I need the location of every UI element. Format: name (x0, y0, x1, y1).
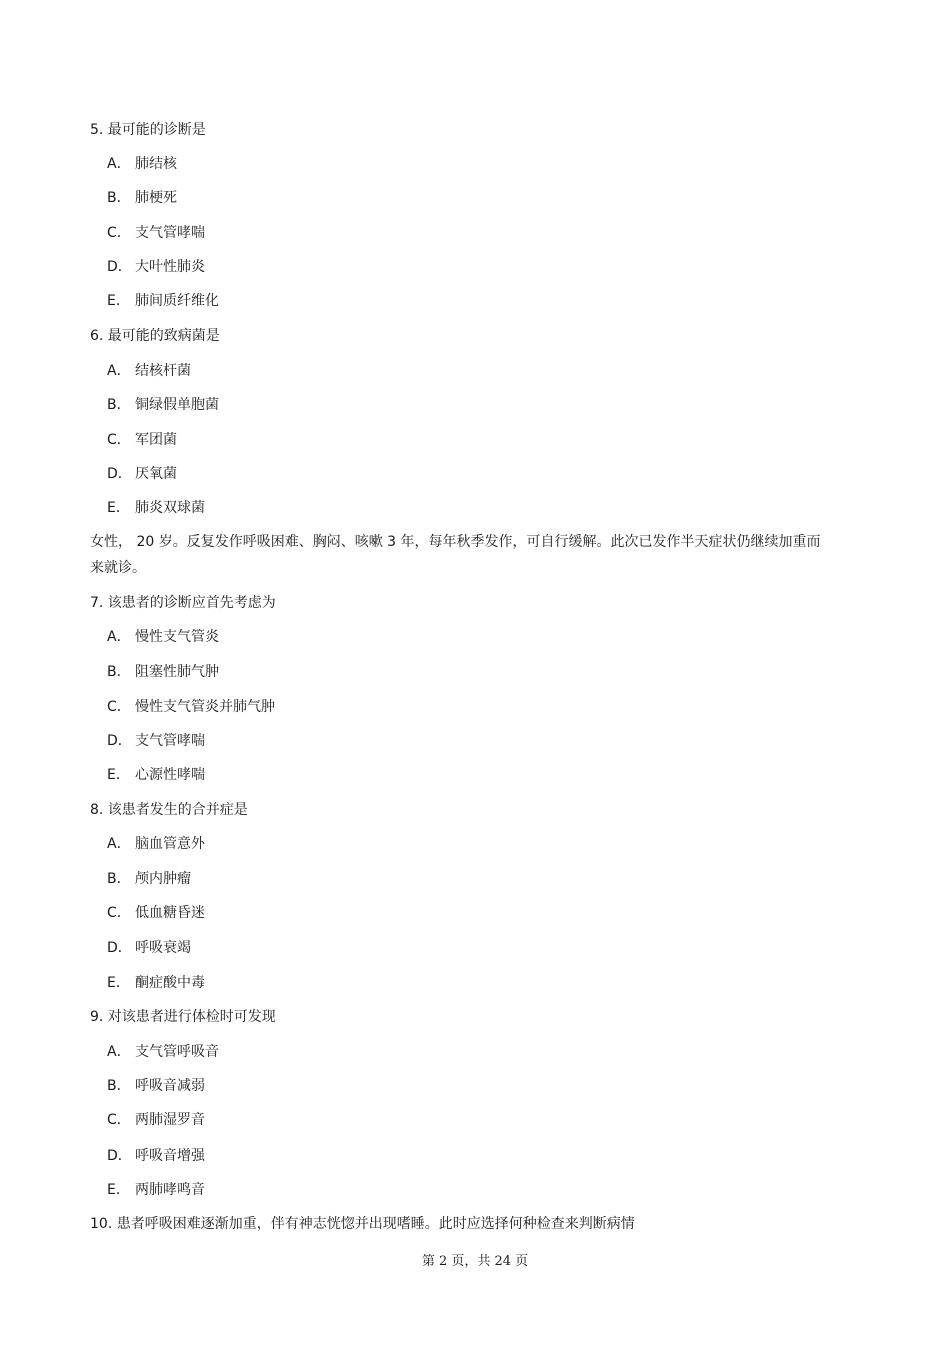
option-text: 结核杆菌 (135, 363, 191, 379)
option-letter: A． (107, 836, 131, 852)
option-letter: A． (107, 156, 131, 172)
option-letter: A． (107, 1044, 131, 1060)
case-stem: 女性， 20 岁。反复发作呼吸困难、胸闷、咳嗽 3 年，每年秋季发作，可自行缓解。此次已发作半天症状仍继续加重而来就诊。 (90, 534, 821, 576)
option-9c[interactable] (107, 1110, 205, 1130)
option-letter: A． (107, 363, 131, 379)
option-letter: B． (107, 664, 131, 680)
option-letter: E． (107, 1182, 130, 1198)
option-letter: C． (107, 699, 131, 715)
question-10-title: 10. 患者呼吸困难逐渐加重，伴有神志恍惚并出现嗜睡。此时应选择何种检查来判断病情 (90, 1216, 635, 1232)
option-letter: D． (107, 259, 132, 275)
option-letter: C． (107, 432, 131, 448)
option-7e[interactable] (107, 765, 205, 785)
option-7a[interactable] (107, 627, 219, 647)
question-5-title: 5. 最可能的诊断是 (90, 122, 206, 138)
option-6e[interactable] (107, 498, 205, 518)
option-text: 肺梗死 (135, 190, 177, 206)
option-letter: C． (107, 1112, 131, 1128)
option-9a[interactable] (107, 1042, 219, 1062)
option-letter: C． (107, 905, 131, 921)
option-text: 两肺哮鸣音 (135, 1182, 205, 1198)
option-text: 呼吸衰竭 (135, 940, 191, 956)
option-letter: D． (107, 1148, 132, 1164)
option-text: 肺间质纤维化 (135, 293, 219, 309)
option-text: 低血糖昏迷 (135, 905, 205, 921)
question-9-title: 9. 对该患者进行体检时可发现 (90, 1009, 276, 1025)
option-letter: A． (107, 629, 131, 645)
option-5a[interactable] (107, 154, 177, 174)
option-text: 两肺湿罗音 (135, 1112, 205, 1128)
option-text: 大叶性肺炎 (135, 259, 205, 275)
option-letter: D． (107, 733, 132, 749)
option-5b[interactable] (107, 188, 177, 208)
option-8d[interactable] (107, 938, 191, 958)
option-8c[interactable] (107, 903, 205, 923)
option-letter: B． (107, 397, 131, 413)
page-number-footer: 第 2 页，共 24 页 (421, 1254, 529, 1269)
option-6a[interactable] (107, 361, 191, 381)
option-letter: E． (107, 975, 130, 991)
question-6-title: 6. 最可能的致病菌是 (90, 328, 220, 344)
option-9b[interactable] (107, 1076, 205, 1096)
option-8b[interactable] (107, 869, 191, 889)
option-letter: E． (107, 293, 130, 309)
option-6d[interactable] (107, 464, 177, 484)
option-text: 肺炎双球菌 (135, 500, 205, 516)
option-text: 军团菌 (135, 432, 177, 448)
option-8e[interactable] (107, 973, 205, 993)
option-text: 铜绿假单胞菌 (135, 397, 219, 413)
option-7d[interactable] (107, 731, 205, 751)
option-text: 呼吸音减弱 (135, 1078, 205, 1094)
question-7-title: 7. 该患者的诊断应首先考虑为 (90, 595, 276, 611)
option-text: 支气管哮喘 (135, 225, 205, 241)
option-letter: D． (107, 466, 132, 482)
option-letter: E． (107, 767, 130, 783)
option-letter: B． (107, 190, 131, 206)
option-text: 阻塞性肺气肿 (135, 664, 219, 680)
option-text: 厌氧菌 (135, 466, 177, 482)
option-letter: B． (107, 871, 131, 887)
option-text: 脑血管意外 (135, 836, 205, 852)
option-letter: C． (107, 225, 131, 241)
option-text: 呼吸音增强 (135, 1148, 205, 1164)
option-text: 颅内肿瘤 (135, 871, 191, 887)
option-text: 酮症酸中毒 (135, 975, 205, 991)
option-text: 慢性支气管炎并肺气肿 (135, 699, 275, 715)
question-8-title: 8. 该患者发生的合并症是 (90, 802, 248, 818)
option-5e[interactable] (107, 291, 219, 311)
option-9d[interactable] (107, 1146, 205, 1166)
option-letter: D． (107, 940, 132, 956)
option-letter: B． (107, 1078, 131, 1094)
option-6b[interactable] (107, 395, 219, 415)
option-8a[interactable] (107, 834, 205, 854)
option-text: 支气管呼吸音 (135, 1044, 219, 1060)
option-letter: E． (107, 500, 130, 516)
option-7c[interactable] (107, 697, 275, 717)
option-6c[interactable] (107, 430, 177, 450)
option-9e[interactable] (107, 1180, 205, 1200)
option-text: 心源性哮喘 (135, 767, 205, 783)
option-text: 慢性支气管炎 (135, 629, 219, 645)
option-text: 肺结核 (135, 156, 177, 172)
option-7b[interactable] (107, 662, 219, 682)
option-5c[interactable] (107, 223, 205, 243)
option-text: 支气管哮喘 (135, 733, 205, 749)
option-5d[interactable] (107, 257, 205, 277)
